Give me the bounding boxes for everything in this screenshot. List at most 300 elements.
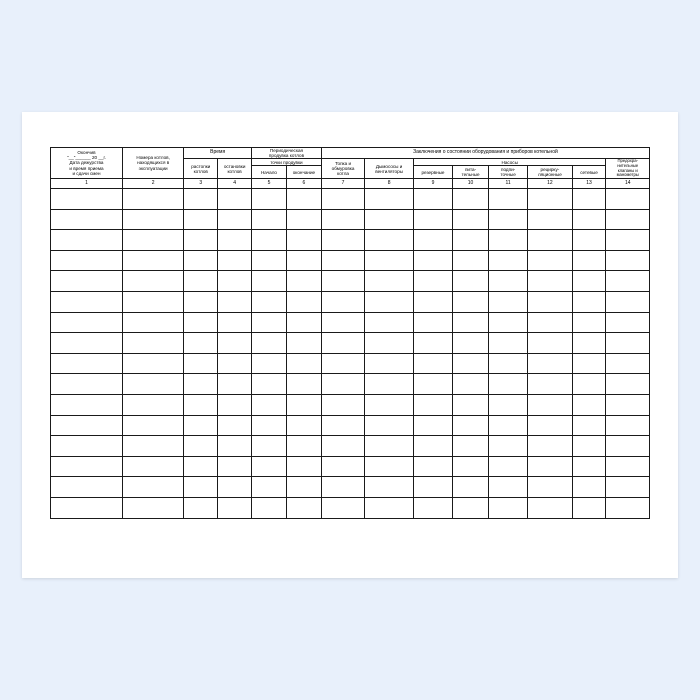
paper-page [22,112,678,578]
header-shift-line-1: Окончив [77,150,96,156]
table-row[interactable] [51,292,650,313]
table-cell[interactable] [572,250,606,271]
table-row[interactable] [51,189,650,210]
table-cell[interactable] [51,395,123,416]
table-cell[interactable] [528,456,572,477]
table-cell[interactable] [321,209,364,230]
header-boilers-line-1: Номера котлов, [136,155,170,161]
header-boiler-numbers [122,148,183,179]
table-cell[interactable] [365,477,414,498]
table-cell[interactable] [286,250,321,271]
table-cell[interactable] [489,415,528,436]
table-cell[interactable] [218,477,252,498]
table-cell[interactable] [365,353,414,374]
table-cell[interactable] [453,477,489,498]
table-cell[interactable] [252,230,287,251]
table-cell[interactable] [572,353,606,374]
table-cell[interactable] [365,250,414,271]
table-cell[interactable] [572,415,606,436]
table-cell[interactable] [122,250,183,271]
table-cell[interactable] [286,436,321,457]
header-feed-line-1: пита- [464,167,477,173]
header-valves-line-1: Предохра- [617,158,638,164]
header-makeup-line-2: точные [500,172,516,178]
table-cell[interactable] [365,415,414,436]
header-furnace-line-1: Топка и [335,160,352,166]
table-cell[interactable] [528,333,572,354]
header-pump-network: сетевые [572,166,606,179]
table-row[interactable] [51,333,650,354]
table-cell[interactable] [321,415,364,436]
table-cell[interactable] [184,292,218,313]
header-furnace-line-2: обмуровка [331,166,355,172]
table-cell[interactable] [321,436,364,457]
table-cell[interactable] [218,395,252,416]
table-cell[interactable] [184,312,218,333]
table-cell[interactable] [489,498,528,519]
table-cell[interactable] [252,477,287,498]
table-cell[interactable] [184,395,218,416]
table-row[interactable] [51,456,650,477]
table-row[interactable] [51,209,650,230]
table-cell[interactable] [572,230,606,251]
table-cell[interactable] [572,209,606,230]
table-cell[interactable] [252,333,287,354]
column-number-6: 6 [286,179,321,189]
table-cell[interactable] [365,271,414,292]
table-cell[interactable] [365,436,414,457]
table-cell[interactable] [122,353,183,374]
table-cell[interactable] [528,189,572,210]
header-valves-line-4: манометры [616,172,639,178]
table-cell[interactable] [321,353,364,374]
table-cell[interactable] [528,271,572,292]
table-cell[interactable] [321,250,364,271]
table-cell[interactable] [51,292,123,313]
table-cell[interactable] [572,189,606,210]
header-ignition-time [184,159,218,179]
table-cell[interactable] [321,271,364,292]
table-cell[interactable] [51,353,123,374]
log-form-sheet [50,147,650,547]
table-cell[interactable] [606,209,650,230]
table-cell[interactable] [528,230,572,251]
table-cell[interactable] [528,292,572,313]
table-cell[interactable] [489,292,528,313]
table-cell[interactable] [218,374,252,395]
table-cell[interactable] [413,456,452,477]
column-number-3: 3 [184,179,218,189]
table-cell[interactable] [489,333,528,354]
table-cell[interactable] [51,333,123,354]
table-cell[interactable] [286,189,321,210]
table-cell[interactable] [122,271,183,292]
table-cell[interactable] [572,456,606,477]
table-cell[interactable] [528,312,572,333]
header-shift-line-5: и сдачи смен [72,170,101,176]
header-pump-feed [453,166,489,179]
table-cell[interactable] [122,333,183,354]
table-cell[interactable] [489,271,528,292]
column-number-12: 12 [528,179,572,189]
table-cell[interactable] [453,333,489,354]
table-cell[interactable] [252,415,287,436]
table-cell[interactable] [528,436,572,457]
table-cell[interactable] [122,230,183,251]
header-fans [365,159,414,179]
header-feed-line-2: тельные [461,172,480,178]
table-cell[interactable] [286,374,321,395]
table-cell[interactable] [453,456,489,477]
table-cell[interactable] [286,415,321,436]
table-cell[interactable] [413,436,452,457]
table-cell[interactable] [489,374,528,395]
table-cell[interactable] [489,230,528,251]
table-cell[interactable] [528,395,572,416]
header-shift-line-2: "__"______ 20 __г. [67,155,106,161]
table-cell[interactable] [122,189,183,210]
header-ignition-line-2: котлов [193,168,208,174]
table-cell[interactable] [218,271,252,292]
table-cell[interactable] [184,209,218,230]
table-cell[interactable] [286,333,321,354]
table-cell[interactable] [365,189,414,210]
table-cell[interactable] [286,498,321,519]
table-row[interactable] [51,271,650,292]
header-furnace-lining [321,159,364,179]
table-cell[interactable] [122,374,183,395]
table-cell[interactable] [606,436,650,457]
column-number-1: 1 [51,179,123,189]
table-cell[interactable] [606,292,650,313]
table-cell[interactable] [51,498,123,519]
table-cell[interactable] [489,395,528,416]
table-row[interactable] [51,230,650,251]
column-number-13: 13 [572,179,606,189]
table-cell[interactable] [321,292,364,313]
table-cell[interactable] [413,312,452,333]
table-cell[interactable] [413,477,452,498]
table-cell[interactable] [122,312,183,333]
column-number-8: 8 [365,179,414,189]
table-cell[interactable] [413,353,452,374]
table-cell[interactable] [453,395,489,416]
table-cell[interactable] [184,353,218,374]
table-cell[interactable] [122,415,183,436]
header-ignition-line-1: растопки [191,163,211,169]
header-stop-time [218,159,252,179]
table-cell[interactable] [572,477,606,498]
table-cell[interactable] [122,456,183,477]
table-cell[interactable] [252,436,287,457]
table-row[interactable] [51,415,650,436]
table-cell[interactable] [606,333,650,354]
table-cell[interactable] [572,271,606,292]
table-cell[interactable] [286,209,321,230]
table-cell[interactable] [51,374,123,395]
table-cell[interactable] [413,292,452,313]
table-cell[interactable] [51,230,123,251]
table-cell[interactable] [528,374,572,395]
header-shift-line-4: и время приема [69,165,104,171]
table-cell[interactable] [606,250,650,271]
table-cell[interactable] [252,395,287,416]
table-cell[interactable] [413,250,452,271]
header-purge-line-2: продувка котлов [268,153,305,159]
table-cell[interactable] [122,292,183,313]
table-cell[interactable] [453,353,489,374]
table-cell[interactable] [286,353,321,374]
table-cell[interactable] [365,312,414,333]
table-cell[interactable] [528,415,572,436]
header-recirc-line-1: рецирку- [540,167,560,173]
table-cell[interactable] [218,436,252,457]
header-pump-reserve: резервные [413,166,452,179]
table-cell[interactable] [453,498,489,519]
table-cell[interactable] [218,250,252,271]
table-cell[interactable] [184,333,218,354]
table-cell[interactable] [413,395,452,416]
table-cell[interactable] [489,477,528,498]
table-cell[interactable] [184,271,218,292]
table-cell[interactable] [286,271,321,292]
table-cell[interactable] [252,374,287,395]
table-cell[interactable] [365,498,414,519]
table-cell[interactable] [184,436,218,457]
table-cell[interactable] [489,456,528,477]
table-cell[interactable] [572,498,606,519]
table-cell[interactable] [321,312,364,333]
table-cell[interactable] [321,230,364,251]
log-data-body [51,189,650,519]
header-conclusions: Заключения о состоянии оборудования и приборов котельной [321,148,649,159]
table-cell[interactable] [365,292,414,313]
header-furnace-line-3: котла [337,171,349,177]
table-row[interactable] [51,395,650,416]
table-row[interactable] [51,250,650,271]
column-number-4: 4 [218,179,252,189]
header-purge-end: окончание [286,166,321,179]
table-cell[interactable] [51,477,123,498]
table-cell[interactable] [365,456,414,477]
table-cell[interactable] [184,456,218,477]
table-cell[interactable] [606,374,650,395]
table-cell[interactable] [413,498,452,519]
table-cell[interactable] [528,498,572,519]
table-cell[interactable] [413,189,452,210]
header-time: Время [184,148,252,159]
header-periodic-purge [252,148,322,159]
table-cell[interactable] [572,374,606,395]
header-pump-makeup [489,166,528,179]
table-cell[interactable] [218,292,252,313]
table-cell[interactable] [321,477,364,498]
table-cell[interactable] [184,230,218,251]
table-cell[interactable] [286,312,321,333]
table-cell[interactable] [606,353,650,374]
table-cell[interactable] [252,271,287,292]
table-cell[interactable] [413,333,452,354]
column-number-11: 11 [489,179,528,189]
header-valves-line-2: нительные [617,162,639,168]
header-shift-line-3: Дата дежурства [69,160,104,166]
table-row[interactable] [51,498,650,519]
table-cell[interactable] [218,333,252,354]
table-cell[interactable] [218,415,252,436]
table-cell[interactable] [413,209,452,230]
table-cell[interactable] [218,230,252,251]
table-cell[interactable] [572,436,606,457]
table-cell[interactable] [528,477,572,498]
header-stop-line-2: котлов [227,168,242,174]
table-cell[interactable] [606,230,650,251]
table-cell[interactable] [453,250,489,271]
column-number-9: 9 [413,179,452,189]
table-cell[interactable] [286,456,321,477]
table-cell[interactable] [489,436,528,457]
table-cell[interactable] [489,353,528,374]
header-pump-recirculation [528,166,572,179]
table-cell[interactable] [321,395,364,416]
header-purge-start: Начало [252,166,287,179]
table-cell[interactable] [286,395,321,416]
table-cell[interactable] [51,209,123,230]
table-cell[interactable] [365,395,414,416]
header-recirc-line-2: ляционные [537,172,562,178]
table-cell[interactable] [122,395,183,416]
table-cell[interactable] [453,271,489,292]
table-cell[interactable] [606,312,650,333]
table-row[interactable] [51,477,650,498]
column-number-7: 7 [321,179,364,189]
column-number-14: 14 [606,179,650,189]
table-cell[interactable] [489,189,528,210]
table-cell[interactable] [489,209,528,230]
table-cell[interactable] [51,436,123,457]
table-cell[interactable] [321,498,364,519]
table-cell[interactable] [453,312,489,333]
table-cell[interactable] [606,498,650,519]
table-cell[interactable] [252,498,287,519]
table-cell[interactable] [606,189,650,210]
table-cell[interactable] [528,353,572,374]
header-boilers-line-2: находящихся в [137,160,170,166]
table-cell[interactable] [252,292,287,313]
table-cell[interactable] [218,189,252,210]
header-pumps: Насосы [413,159,606,166]
table-cell[interactable] [51,456,123,477]
header-fans-line-2: вентиляторы [375,168,403,174]
table-cell[interactable] [321,189,364,210]
table-cell[interactable] [122,209,183,230]
table-cell[interactable] [572,312,606,333]
header-shift-info [51,148,123,179]
header-row-1 [51,148,650,159]
table-cell[interactable] [489,312,528,333]
table-cell[interactable] [453,230,489,251]
table-row[interactable] [51,374,650,395]
table-cell[interactable] [51,271,123,292]
table-cell[interactable] [528,209,572,230]
table-cell[interactable] [365,333,414,354]
table-cell[interactable] [606,477,650,498]
table-cell[interactable] [453,436,489,457]
table-cell[interactable] [218,312,252,333]
table-cell[interactable] [51,312,123,333]
table-cell[interactable] [453,209,489,230]
table-cell[interactable] [286,477,321,498]
table-row[interactable] [51,312,650,333]
table-cell[interactable] [365,209,414,230]
table-cell[interactable] [252,250,287,271]
table-cell[interactable] [252,209,287,230]
table-cell[interactable] [321,374,364,395]
table-cell[interactable] [184,250,218,271]
table-cell[interactable] [286,230,321,251]
table-cell[interactable] [413,415,452,436]
table-cell[interactable] [321,333,364,354]
table-cell[interactable] [365,230,414,251]
table-cell[interactable] [453,189,489,210]
table-cell[interactable] [606,271,650,292]
header-purge-points: точки продувки [252,159,322,166]
table-cell[interactable] [252,353,287,374]
table-cell[interactable] [252,189,287,210]
table-cell[interactable] [413,230,452,251]
table-cell[interactable] [572,333,606,354]
table-cell[interactable] [572,395,606,416]
table-cell[interactable] [489,250,528,271]
table-cell[interactable] [184,189,218,210]
table-cell[interactable] [184,498,218,519]
table-row[interactable] [51,436,650,457]
table-cell[interactable] [218,209,252,230]
table-cell[interactable] [606,395,650,416]
table-cell[interactable] [528,250,572,271]
table-cell[interactable] [184,374,218,395]
table-cell[interactable] [122,436,183,457]
table-cell[interactable] [606,456,650,477]
table-cell[interactable] [122,498,183,519]
table-cell[interactable] [51,415,123,436]
table-cell[interactable] [453,292,489,313]
table-cell[interactable] [365,374,414,395]
table-cell[interactable] [413,271,452,292]
table-cell[interactable] [218,498,252,519]
table-cell[interactable] [286,292,321,313]
boiler-room-log-table [50,147,650,519]
table-cell[interactable] [218,456,252,477]
table-cell[interactable] [184,477,218,498]
table-cell[interactable] [321,456,364,477]
table-cell[interactable] [453,415,489,436]
header-makeup-line-1: подпи- [500,167,516,173]
column-number-row [51,179,650,189]
table-cell[interactable] [606,415,650,436]
table-cell[interactable] [51,250,123,271]
header-valves-line-3: клапаны и [617,167,638,173]
table-cell[interactable] [184,415,218,436]
table-cell[interactable] [252,312,287,333]
table-cell[interactable] [218,353,252,374]
table-cell[interactable] [413,374,452,395]
table-cell[interactable] [252,456,287,477]
table-cell[interactable] [572,292,606,313]
table-row[interactable] [51,353,650,374]
table-cell[interactable] [453,374,489,395]
table-cell[interactable] [51,189,123,210]
table-cell[interactable] [122,477,183,498]
